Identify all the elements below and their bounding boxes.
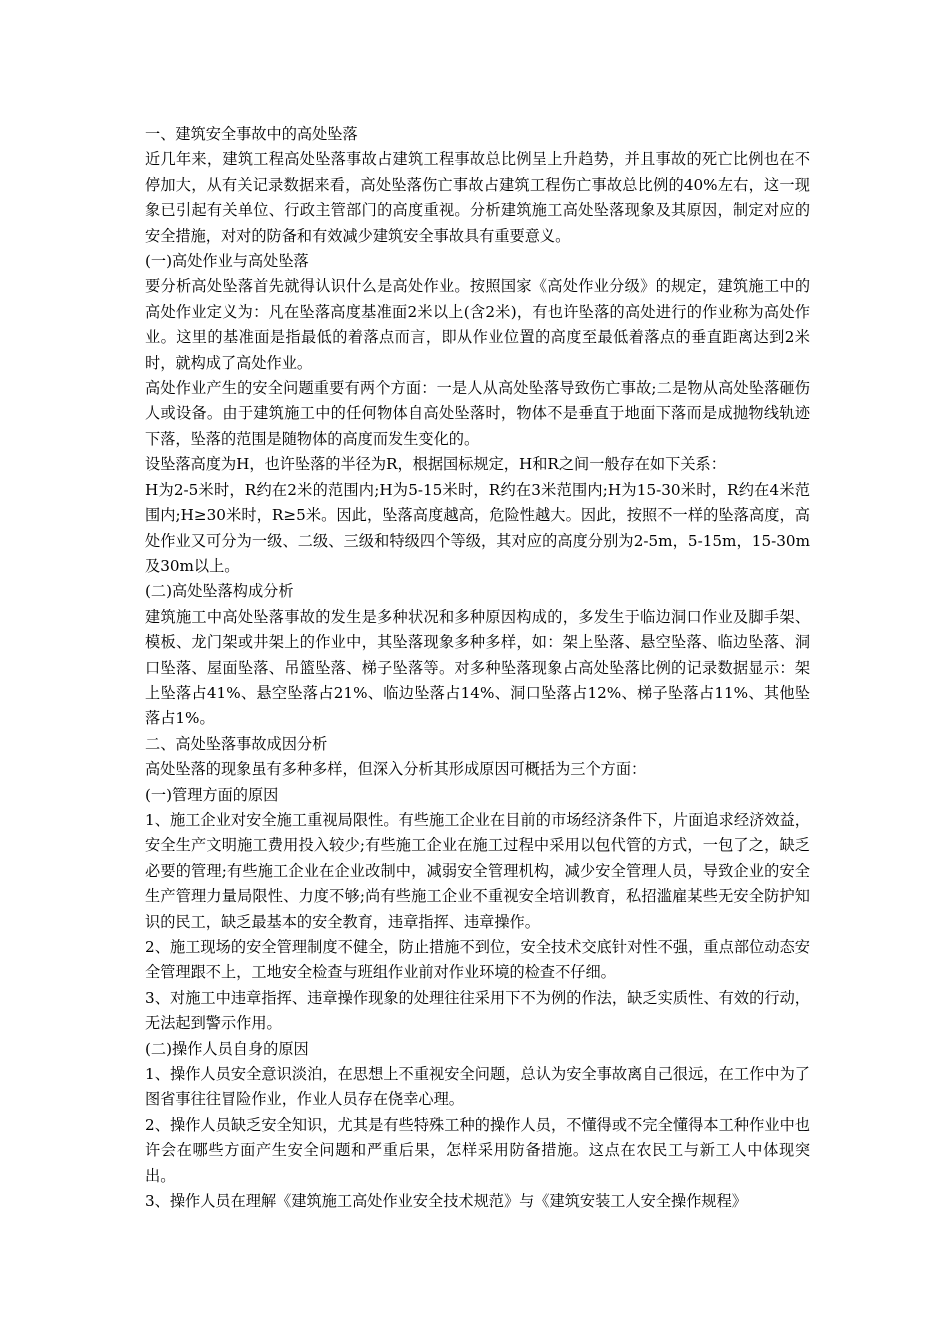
paragraph-causes-intro: 高处坠落的现象虽有多种多样，但深入分析其形成原因可概括为三个方面： xyxy=(145,760,647,779)
subsection-heading-1-2: (二)高处坠落构成分析 xyxy=(145,582,294,601)
paragraph-management-2: 2、施工现场的安全管理制度不健全，防止措施不到位，安全技术交底针对性不强，重点部位动态安全管理跟不上，工地安全检查与班组作业前对作业环境的检查不仔细。 xyxy=(145,938,810,982)
subsection-heading-2-2: (二)操作人员自身的原因 xyxy=(145,1039,309,1058)
paragraph-definition: 要分析高处坠落首先就得认识什么是高处作业。按照国家《高处作业分级》的规定，建筑施工中的高处作业定义为：凡在坠落高度基准面2米以上(含2米)，有也许坠落的高处进行的作业称为高处作业。这里的基准面是指最低的着落点而言，即从作业位置的高度至最低着落点的垂直距离达到2米时，就构成了高处作业。 xyxy=(145,277,810,372)
subsection-heading-1-1: (一)高处作业与高处坠落 xyxy=(145,252,309,271)
paragraph-operator-2: 2、操作人员缺乏安全知识，尤其是有些特殊工种的操作人员，不懂得或不完全懂得本工种作业中也许会在哪些方面产生安全问题和严重后果，怎样采用防备措施。这点在农民工与新工人中体现突出。 xyxy=(145,1115,810,1185)
section-heading-1: 一、建筑安全事故中的高处坠落 xyxy=(145,125,358,143)
subsection-heading-2-1: (一)管理方面的原因 xyxy=(145,785,279,804)
document-body xyxy=(145,122,810,1214)
section-heading-2: 二、高处坠落事故成因分析 xyxy=(145,734,328,753)
paragraph-management-1: 1、施工企业对安全施工重视局限性。有些施工企业在目前的市场经济条件下，片面追求经济效益，安全生产文明施工费用投入较少;有些施工企业在施工过程中采用以包代管的方式，一包了之，缺乏必要的管理;有些施工企业在企业改制中，减弱安全管理机构，减少安全管理人员，导致企业的安全生产管理力量局限性、力度不够;尚有些施工企业不重视安全培训教育，私招滥雇某些无安全防护知识的民工，缺乏最基本的安全教育，违章指挥、违章操作。 xyxy=(145,810,810,931)
paragraph-height-levels: H为2-5米时，R约在2米的范围内;H为5-15米时，R约在3米范围内;H为15-30米时，R约在4米范围内;H≥30米时，R≥5米。因此，坠落高度越高，危险性越大。因此，按照不一样的坠落高度，高处作业又可分为一级、二级、三级和特级四个等级，其对应的高度分别为2-5m，5-15m，15-30m及30m以上。 xyxy=(145,480,810,575)
paragraph-intro: 近几年来，建筑工程高处坠落事故占建筑工程事故总比例呈上升趋势，并且事故的死亡比例也在不停加大，从有关记录数据来看，高处坠落伤亡事故占建筑工程伤亡事故总比例的40%左右，这一现象已引起有关单位、行政主管部门的高度重视。分析建筑施工高处坠落现象及其原因，制定对应的安全措施，对对的防备和有效减少建筑安全事故具有重要意义。 xyxy=(145,150,810,245)
paragraph-operator-3: 3、操作人员在理解《建筑施工高处作业安全技术规范》与《建筑安装工人安全操作规程》 xyxy=(145,1192,747,1211)
paragraph-fall-composition: 建筑施工中高处坠落事故的发生是多种状况和多种原因构成的，多发生于临边洞口作业及脚手架、模板、龙门架或井架上的作业中，其坠落现象多种多样，如：架上坠落、悬空坠落、临边坠落、洞口坠落、屋面坠落、吊篮坠落、梯子坠落等。对多种坠落现象占高处坠落比例的记录数据显示：架上坠落占41%、悬空坠落占21%、临边坠落占14%、洞口坠落占12%、梯子坠落占11%、其他坠落占1%。 xyxy=(145,607,810,728)
paragraph-safety-issues: 高处作业产生的安全问题重要有两个方面：一是人从高处坠落导致伤亡事故;二是物从高处坠落砸伤人或设备。由于建筑施工中的任何物体自高处坠落时，物体不是垂直于地面下落而是成抛物线轨迹下落，坠落的范围是随物体的高度而发生变化的。 xyxy=(145,379,810,448)
paragraph-operator-1: 1、操作人员安全意识淡泊，在思想上不重视安全问题，总认为安全事故离自己很远，在工作中为了图省事往往冒险作业，作业人员存在侥幸心理。 xyxy=(145,1065,810,1109)
paragraph-management-3: 3、对施工中违章指挥、违章操作现象的处理往往采用下不为例的作法，缺乏实质性、有效的行动，无法起到警示作用。 xyxy=(145,988,810,1033)
paragraph-height-radius: 设坠落高度为H，也许坠落的半径为R，根据国标规定，H和R之间一般存在如下关系： xyxy=(145,455,726,474)
